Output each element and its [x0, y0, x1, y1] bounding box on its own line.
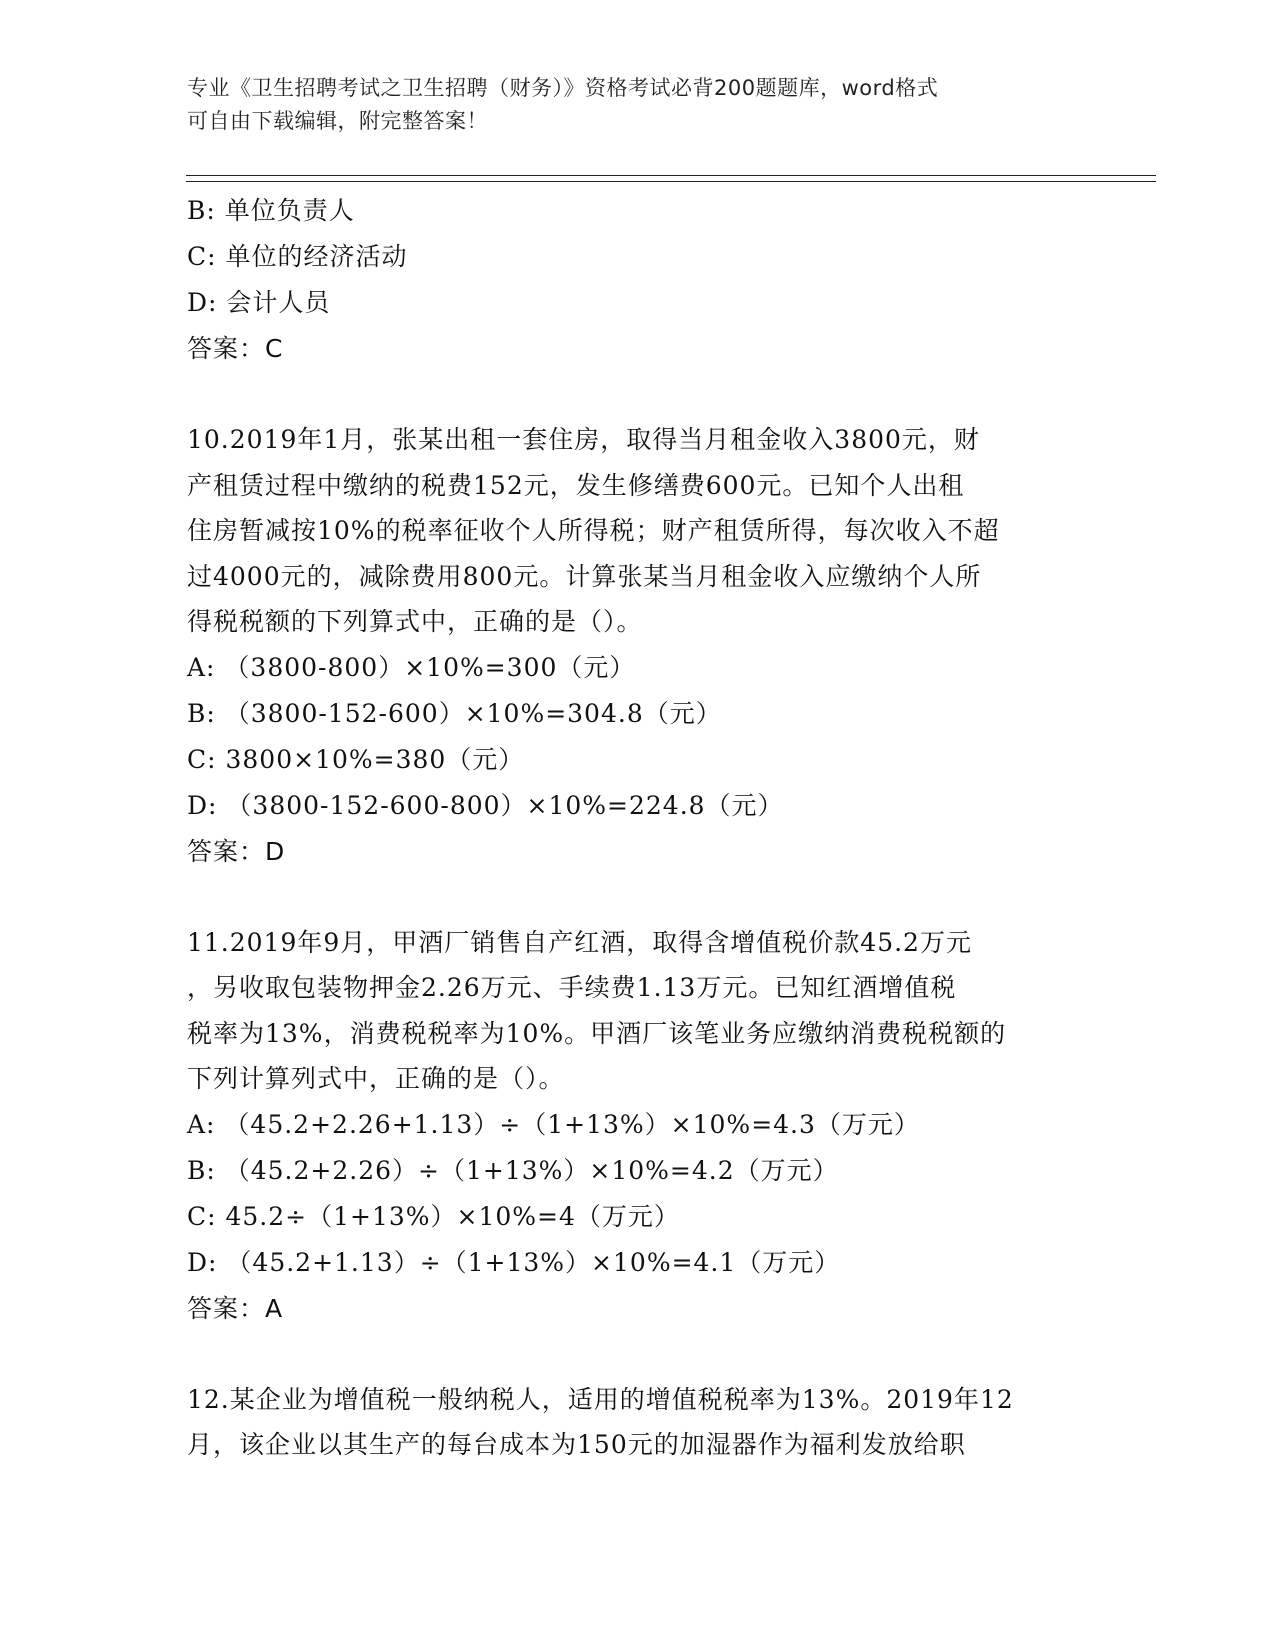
stem-line: 住房暂减按10%的税率征收个人所得税；财产租赁所得，每次收入不超: [187, 516, 1000, 545]
answer-line: 答案：A: [187, 1293, 284, 1323]
stem-line: 过4000元的，减除费用800元。计算张某当月租金收入应缴纳个人所: [187, 561, 982, 591]
question-10: [187, 417, 1087, 875]
header-rule-bottom: [186, 181, 1156, 182]
stem-line: 得税税额的下列算式中，正确的是（）。: [187, 607, 643, 636]
spacer: [187, 1332, 1087, 1377]
option-a: A: （3800-800）×10%=300（元）: [187, 652, 636, 682]
question-stem: [187, 920, 1087, 1102]
stem-line: 10.2019年1月，张某出租一套住房，取得当月租金收入3800元，财: [187, 425, 980, 454]
option-b: B: 单位负责人: [187, 196, 355, 225]
option-a: A: （45.2+2.26+1.13）÷（1+13%）×10%=4.3（万元）: [187, 1109, 920, 1139]
question-stem: [187, 417, 1087, 645]
option-c: C: 单位的经济活动: [187, 242, 408, 271]
stem-line: 月，该企业以其生产的每台成本为150元的加湿器作为福利发放给职: [187, 1430, 966, 1459]
spacer: [187, 372, 1087, 417]
document-header: [187, 72, 1067, 138]
option-d: D: （3800-152-600-800）×10%=224.8（元）: [187, 790, 784, 820]
header-rule-top: [186, 175, 1156, 176]
header-line-1: 专业《卫生招聘考试之卫生招聘（财务）》资格考试必背200题题库，word格式: [187, 76, 939, 100]
question-stem: [187, 1377, 1087, 1468]
answer-line: 答案：D: [187, 836, 286, 866]
option-d: D: （45.2+1.13）÷（1+13%）×10%=4.1（万元）: [187, 1247, 841, 1277]
question-11: [187, 920, 1087, 1332]
answer-line: 答案：C: [187, 334, 284, 363]
spacer: [187, 875, 1087, 920]
header-line-2: 可自由下载编辑，附完整答案！: [187, 109, 488, 133]
document-body: [187, 188, 1087, 1468]
option-c: C: 45.2÷（1+13%）×10%=4（万元）: [187, 1201, 680, 1231]
stem-line: 下列计算列式中，正确的是（）。: [187, 1064, 565, 1093]
stem-line: 产租赁过程中缴纳的税费152元，发生修缮费600元。已知个人出租: [187, 470, 965, 500]
stem-line: ，另收取包装物押金2.26万元、手续费1.13万元。已知红酒增值税: [187, 973, 957, 1002]
option-c: C: 3800×10%=380（元）: [187, 744, 525, 774]
question-9-tail: [187, 188, 1087, 372]
stem-line: 11.2019年9月，甲酒厂销售自产红酒，取得含增值税价款45.2万元: [187, 927, 972, 957]
stem-line: 税率为13%，消费税税率为10%。甲酒厂该笔业务应缴纳消费税税额的: [187, 1018, 1007, 1048]
stem-line: 12.某企业为增值税一般纳税人，适用的增值税税率为13%。2019年12: [187, 1384, 1014, 1414]
option-b: B: （3800-152-600）×10%=304.8（元）: [187, 698, 722, 728]
option-b: B: （45.2+2.26）÷（1+13%）×10%=4.2（万元）: [187, 1155, 839, 1185]
option-d: D: 会计人员: [187, 288, 331, 317]
question-12: [187, 1377, 1087, 1468]
